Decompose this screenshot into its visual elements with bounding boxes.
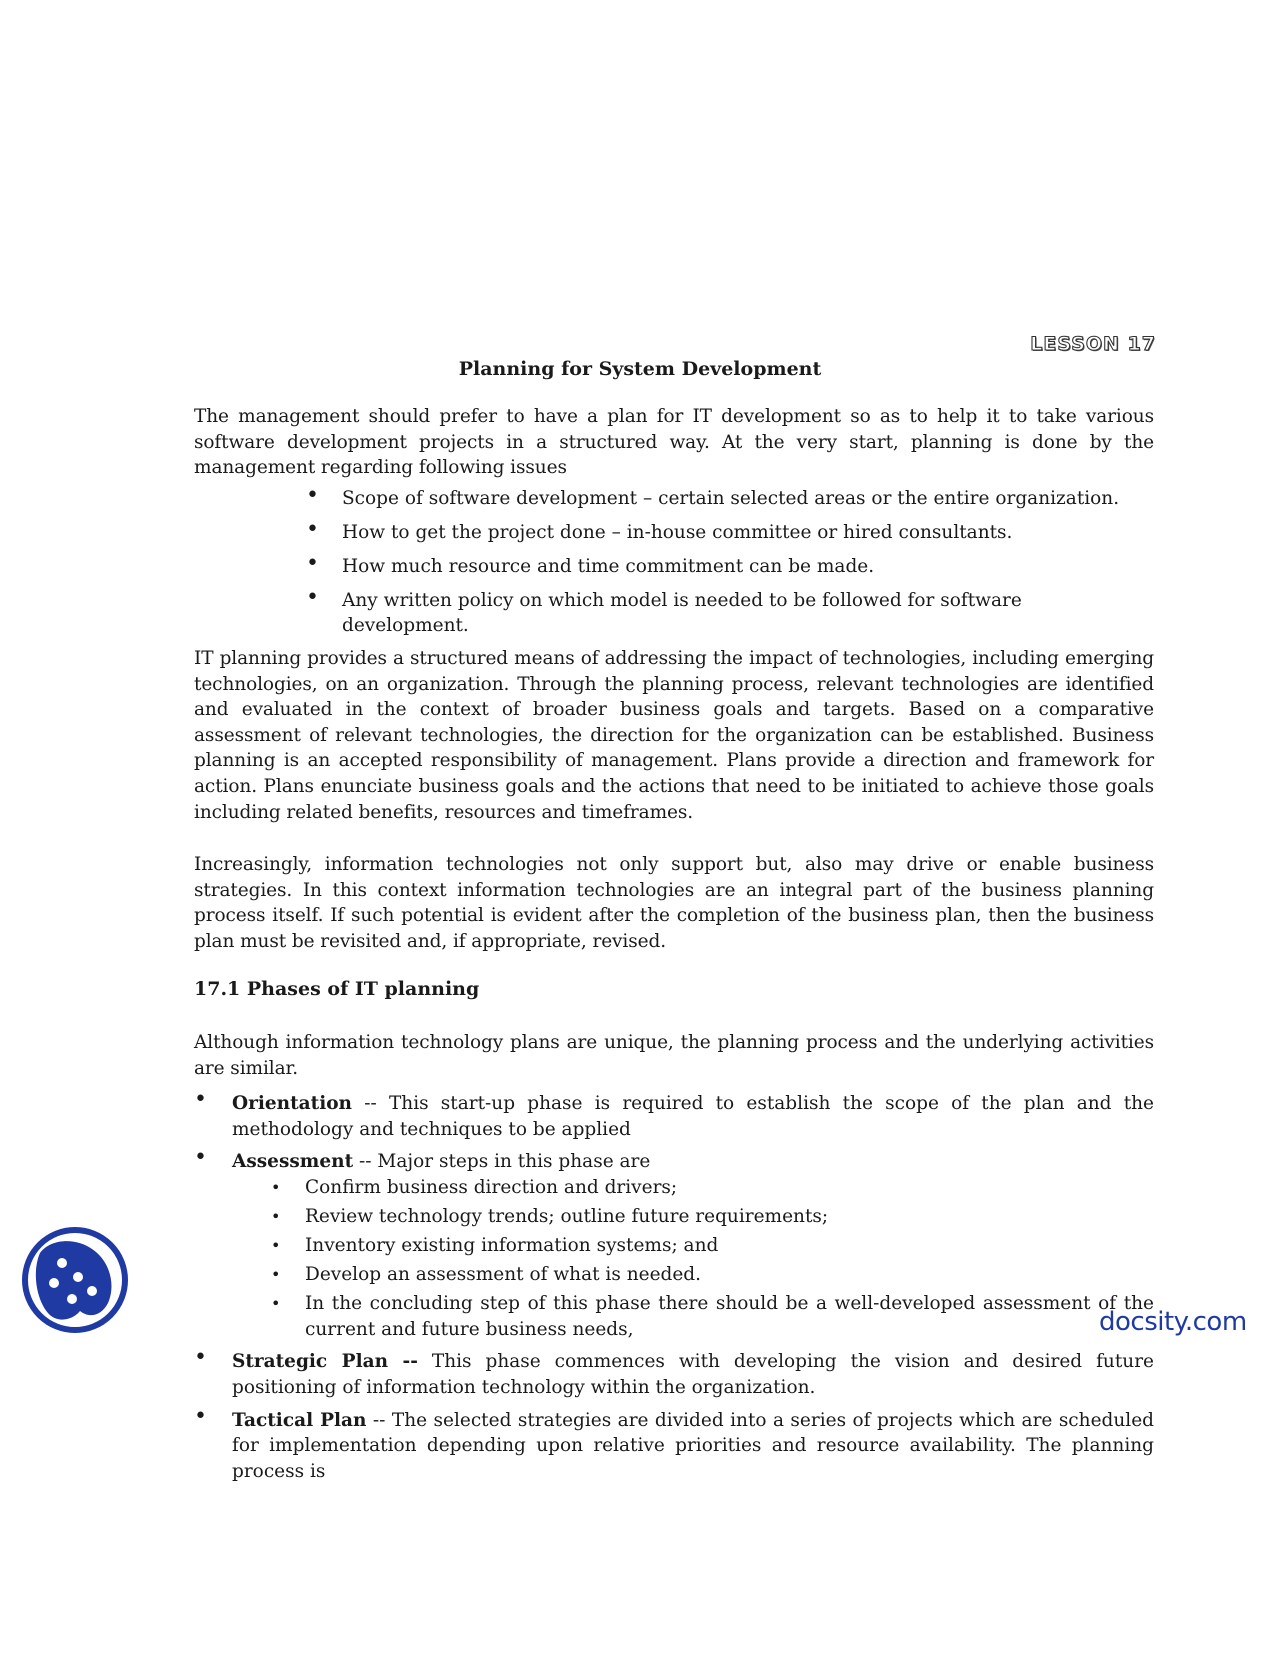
list-item: • Develop an assessment of what is needed. <box>232 1262 1154 1288</box>
phase-name: Strategic Plan -- <box>232 1351 418 1373</box>
assessment-steps <box>232 1175 1154 1343</box>
phases-list <box>194 1087 1155 1484</box>
paragraph-it-planning: IT planning provides a structured means of addressing the impact of technologies, including emerging technologies, on an organization. Through the planning process, relevant technologies are identified and evaluated in the context of broader business goals and targets. Based on a comparative assessment of relevant technologies, the direction for the organization can be established. Business planning is an accepted responsibility of management. Plans provide a direction and framework for action. Plans enunciate business goals and the actions that need to be initiated to achieve those goals including related benefits, resources and timeframes. <box>194 648 1154 823</box>
phase-name: Tactical Plan <box>232 1409 367 1431</box>
phase-text: Major steps in this phase are <box>377 1151 651 1173</box>
intro-block <box>194 404 1154 481</box>
bullet-icon: • <box>194 1145 207 1171</box>
list-item: • Any written policy on which model is needed to be followed for software development. <box>306 585 1022 636</box>
intro-paragraph: The management should prefer to have a plan for IT development so as to help it to take various software development projects in a structured way. At the very start, planning is done by the management regarding following issues <box>194 406 1154 479</box>
phase-text: This start-up phase is required to establish the scope of the plan and the methodology and techniques to be applied <box>232 1093 1155 1140</box>
section-heading-block <box>194 978 1154 1000</box>
bullet-icon: • <box>271 1294 281 1314</box>
section-intro-block <box>194 1030 1154 1081</box>
phase-item <box>194 1345 1154 1400</box>
phase-item: • Assessment -- Major steps in this phase are • Confirm business direction and drivers; • Review technology trends; outline future requirements; • Inventory existing information systems; and • Develop an assessment of what is needed. • In the concluding step of this phase there should be a well-developed assessment of the current and future business needs, <box>194 1149 1154 1342</box>
list-item: • Review technology trends; outline future requirements; <box>232 1204 1154 1230</box>
phase-name: Assessment <box>232 1151 354 1173</box>
bullet-icon: • <box>271 1265 281 1285</box>
bullet-icon: • <box>271 1235 281 1255</box>
list-item: • How to get the project done – in-house committee or hired consultants. <box>306 517 1013 543</box>
paragraph-block <box>194 852 1154 954</box>
list-item: • Scope of software development – certain selected areas or the entire organization. <box>306 483 1120 509</box>
bullet-icon: • <box>194 1345 207 1371</box>
list-item: • In the concluding step of this phase there should be a well-developed assessment of the current and future business needs, <box>271 1293 1154 1340</box>
bullet-icon: • <box>271 1206 281 1226</box>
docsity-logo-icon[interactable] <box>20 1225 130 1335</box>
section-heading: 17.1 Phases of IT planning <box>194 978 480 1000</box>
docsity-watermark[interactable]: docsity.com <box>1099 1307 1247 1337</box>
phase-text: This phase commences with developing the vision and desired future positioning of information technology within the organization. <box>232 1351 1154 1398</box>
bullet-icon: • <box>306 585 319 610</box>
list-item: • How much resource and time commitment can be made. <box>306 551 875 577</box>
bullet-icon: • <box>306 517 319 542</box>
phase-text: The selected strategies are divided into a series of projects which are scheduled for implementation depending upon relative priorities and resource availability. The planning process is <box>232 1409 1155 1482</box>
bullet-icon: • <box>271 1177 281 1197</box>
page-title: Planning for System Development <box>458 358 822 380</box>
bullet-icon: • <box>306 483 319 508</box>
bullet-icon: • <box>194 1403 207 1429</box>
phases-block <box>194 1087 1155 1491</box>
paragraph-block <box>194 646 1154 825</box>
section-intro: Although information technology plans are unique, the planning process and the underlying activities are similar. <box>194 1032 1154 1079</box>
bullet-icon: • <box>306 551 319 576</box>
issues-block <box>194 483 1154 647</box>
issues-list <box>194 483 1154 638</box>
phase-name: Orientation <box>232 1093 353 1114</box>
paragraph-increasingly: Increasingly, information technologies not only support but, also may drive or enable business strategies. In this context information technologies are an integral part of the business planning process itself. If such potential is evident after the completion of the business plan, then the business plan must be revisited and, if appropriate, revised. <box>194 854 1154 952</box>
lesson-label: LESSON 17 <box>1030 333 1156 355</box>
phase-item: • Tactical Plan -- The selected strategies are divided into a series of projects which are scheduled for implementation depending upon relative priorities and resource availability. The planning process is <box>194 1403 1155 1482</box>
bullet-icon: • <box>194 1087 207 1112</box>
phase-item: • Orientation -- This start-up phase is required to establish the scope of the plan and the methodology and techniques to be applied <box>194 1087 1155 1140</box>
list-item: • Inventory existing information systems; and <box>232 1233 1154 1259</box>
list-item: • Confirm business direction and drivers; <box>232 1175 1154 1201</box>
